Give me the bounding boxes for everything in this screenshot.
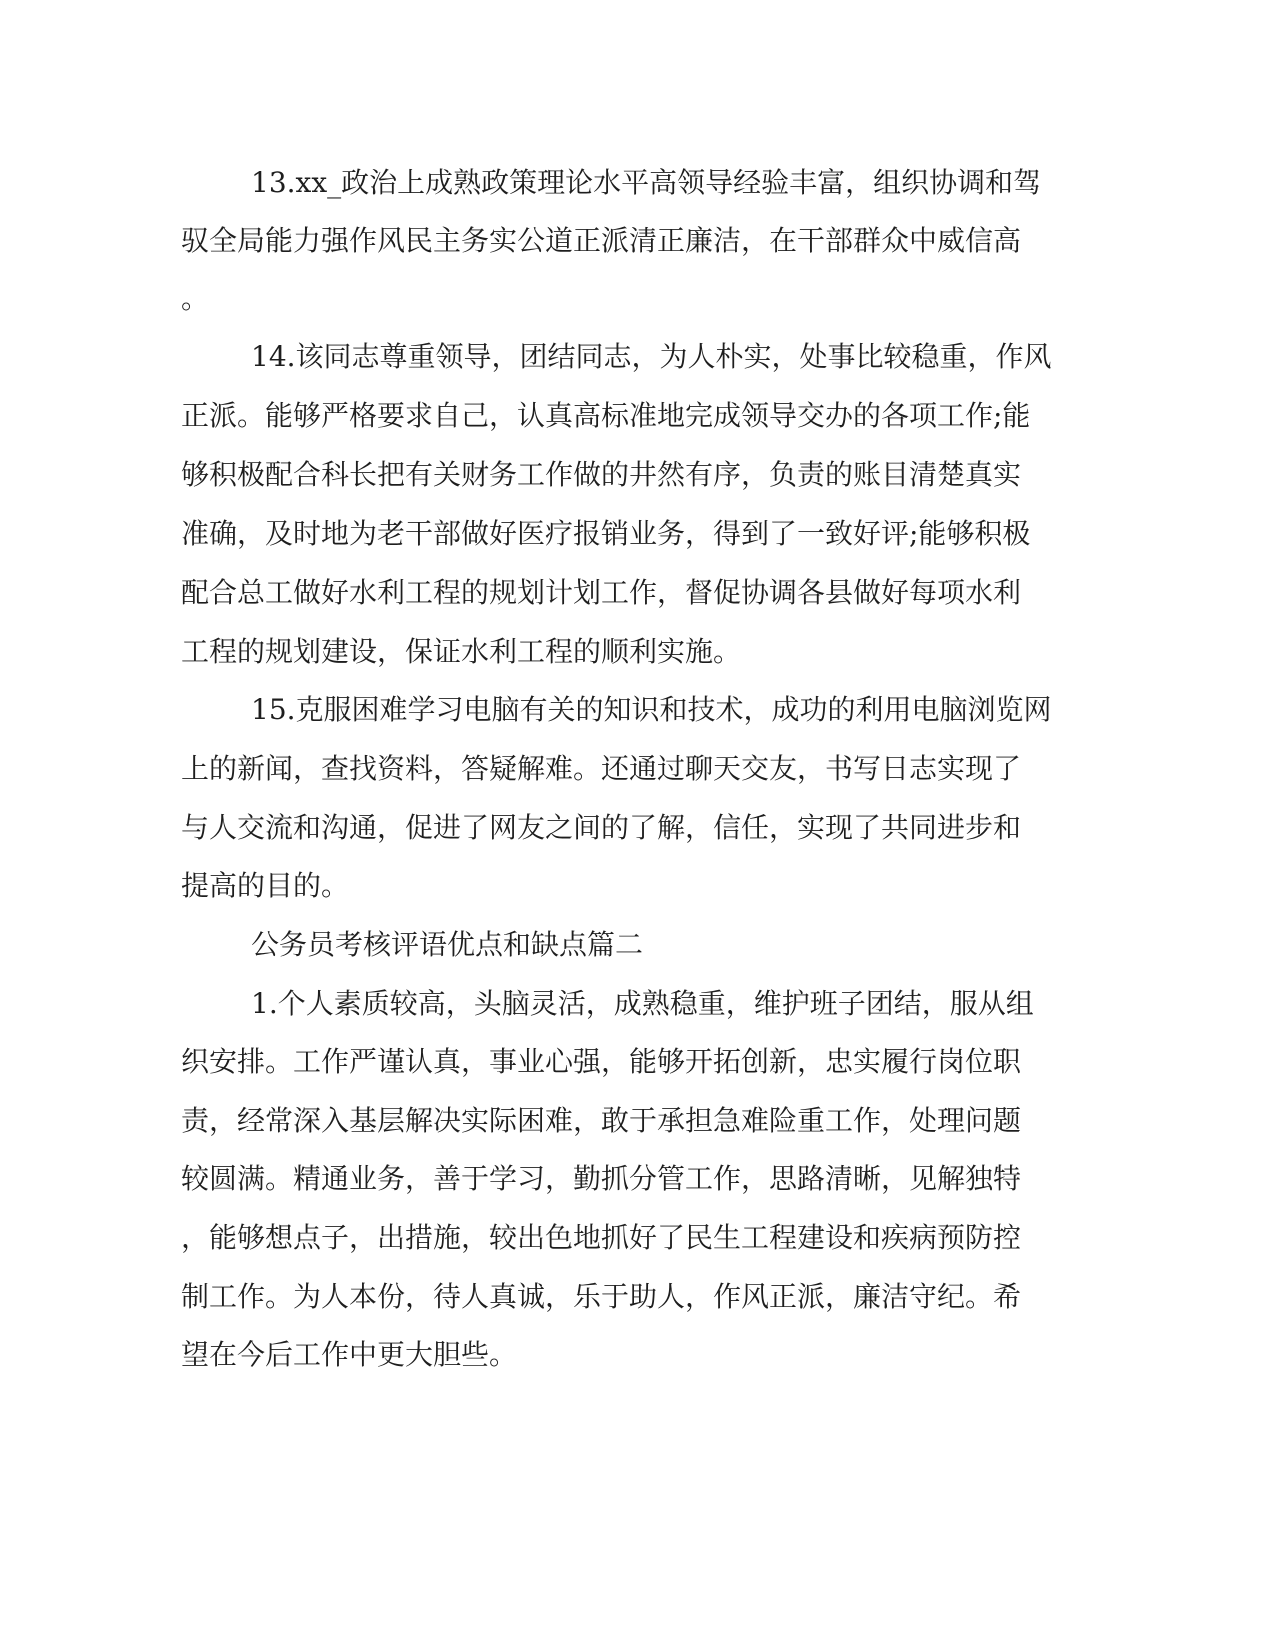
text-line: 1.个人素质较高，头脑灵活，成熟稳重，维护班子团结，服从组 — [251, 987, 1034, 1020]
text-line: 工程的规划建设，保证水利工程的顺利实施。 — [181, 635, 742, 668]
text-line: 提高的目的。 — [181, 869, 350, 902]
text-line: 正派。能够严格要求自己，认真高标准地完成领导交办的各项工作;能 — [181, 399, 1031, 432]
text-line: 织安排。工作严谨认真，事业心强，能够开拓创新，忠实履行岗位职 — [181, 1045, 1022, 1078]
text-line: 望在今后工作中更大胆些。 — [181, 1338, 518, 1371]
text-line: 上的新闻，查找资料，答疑解难。还通过聊天交友，书写日志实现了 — [181, 752, 1022, 785]
text-line: 责，经常深入基层解决实际困难，敢于承担急难险重工作，处理问题 — [181, 1104, 1022, 1137]
section-heading: 公务员考核评语优点和缺点篇二 — [251, 928, 644, 961]
text-line: 制工作。为人本份，待人真诚，乐于助人，作风正派，廉洁守纪。希 — [181, 1280, 1022, 1313]
text-line: 与人交流和沟通，促进了网友之间的了解，信任，实现了共同进步和 — [181, 811, 1022, 844]
text-line: 配合总工做好水利工程的规划计划工作，督促协调各县做好每项水利 — [181, 576, 1022, 609]
text-line: 准确，及时地为老干部做好医疗报销业务，得到了一致好评;能够积极 — [181, 517, 1031, 550]
text-line: 13.xx_政治上成熟政策理论水平高领导经验丰富，组织协调和驾 — [251, 166, 1042, 199]
text-line: 。 — [181, 282, 210, 315]
text-line: 15.克服困难学习电脑有关的知识和技术，成功的利用电脑浏览网 — [251, 693, 1052, 726]
text-line: ，能够想点子，出措施，较出色地抓好了民生工程建设和疾病预防控 — [181, 1221, 1022, 1254]
text-line: 够积极配合科长把有关财务工作做的井然有序，负责的账目清楚真实 — [181, 458, 1022, 491]
text-line: 14.该同志尊重领导，团结同志，为人朴实，处事比较稳重，作风 — [251, 340, 1052, 373]
text-line: 较圆满。精通业务，善于学习，勤抓分管工作，思路清晰，见解独特 — [181, 1162, 1022, 1195]
text-line: 驭全局能力强作风民主务实公道正派清正廉洁，在干部群众中威信高 — [181, 224, 1022, 257]
